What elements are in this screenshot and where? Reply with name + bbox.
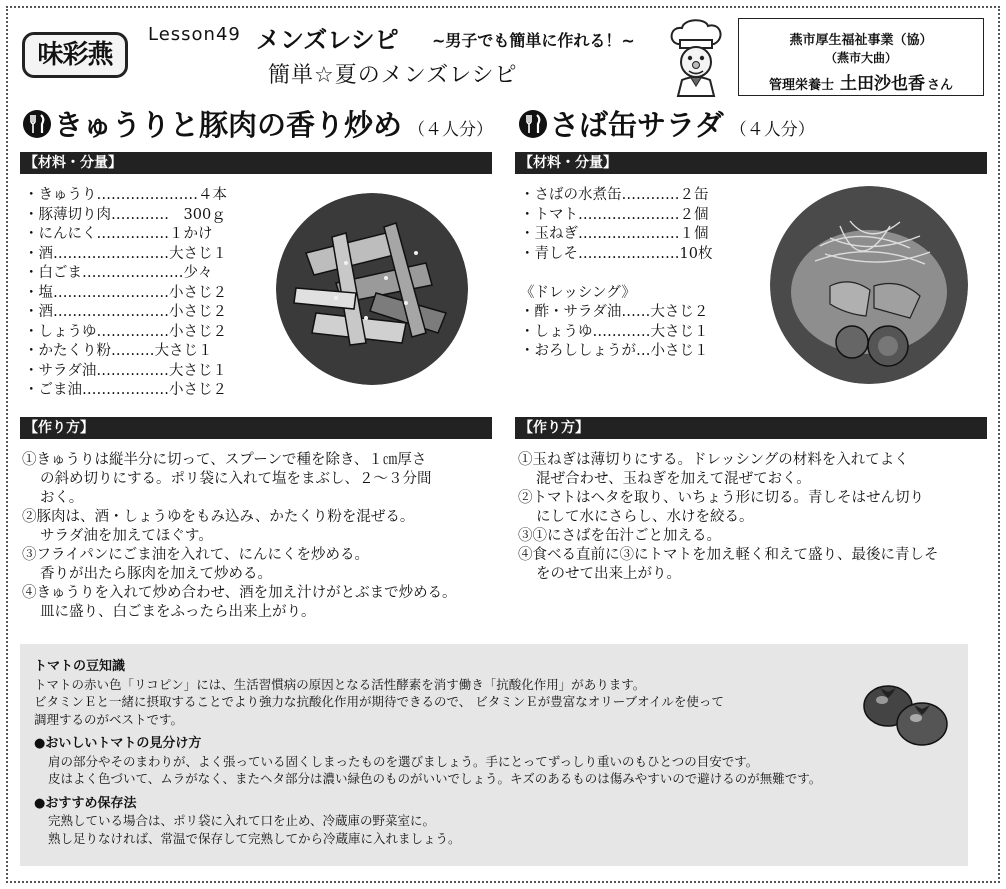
recipe-2-ingredients-label: 【材料・分量】 bbox=[515, 152, 987, 174]
recipe-2-heading bbox=[518, 103, 815, 144]
ingredient-item: ・酒……………………小さじ２ bbox=[24, 304, 227, 320]
step-line: ②豚肉は、酒・しょうゆをもみ込み、かたくり粉を混ぜる。 bbox=[22, 509, 415, 525]
ingredient-item: ・にんにく……………１かけ bbox=[24, 226, 213, 242]
ingredient-item: ・塩……………………小さじ２ bbox=[24, 284, 227, 301]
step-line: ①玉ねぎは薄切りにする。ドレッシングの材料を入れてよく bbox=[518, 452, 909, 468]
step-continuation-line: サラダ油を加えてほぐす。 bbox=[40, 528, 213, 544]
credit-name-line bbox=[739, 69, 983, 94]
recipe-1-steps bbox=[22, 451, 457, 622]
tips-storage-line: 完熟している場合は、ポリ袋に入れて口を止め、冷蔵庫の野菜室に。 bbox=[48, 813, 436, 828]
tips-selection-line: 皮はよく色づいて、ムラがなく、またヘタ部分は濃い緑色のものがいいでしょう。キズのあるものは傷みやすいので避けるのが無難です。 bbox=[48, 771, 822, 786]
ingredient-item: ・酢・サラダ油……大さじ２ bbox=[520, 304, 709, 320]
lesson-number: Lesson49 bbox=[148, 24, 241, 45]
series-subtitle: ~男子でも簡単に作れる！~ bbox=[432, 31, 635, 50]
step-continuation-line: にして水にさらし、水けを絞る。 bbox=[536, 509, 754, 525]
recipe-2-method-label: 【作り方】 bbox=[515, 417, 987, 439]
tomato-illustration-icon bbox=[858, 678, 954, 748]
step-continuation-line: 混ぜ合わせ、玉ねぎを加えて混ぜておく。 bbox=[536, 471, 811, 487]
step-continuation-line: 香りが出たら豚肉を加えて炒める。 bbox=[40, 566, 272, 582]
ingredient-item: ・サラダ油……………大さじ１ bbox=[24, 362, 227, 379]
step-continuation-line: をのせて出来上がり。 bbox=[536, 566, 681, 582]
tips-storage-heading: ●おすすめ保存法 bbox=[34, 795, 137, 811]
step-line: ①きゅうりは縦半分に切って、スプーンで種を除き、１㎝厚さ bbox=[22, 452, 427, 468]
credit-location: （燕市大曲） bbox=[824, 51, 897, 65]
ingredient-item: ・しょうゆ…………大さじ１ bbox=[520, 323, 709, 340]
tips-intro-line: 調理するのがベストです。 bbox=[34, 711, 184, 727]
recipe-1-servings: （４人分） bbox=[408, 120, 494, 140]
tips-intro-line: ビタミンＥと一緒に摂取することでより強力な抗酸化作用が期待できるので、 ビタミンＥが豊富なオリーブオイルを使って bbox=[34, 694, 724, 709]
ingredient-item: ・青しそ…………………10枚 bbox=[520, 245, 713, 262]
ingredient-item: ・玉ねぎ…………………１個 bbox=[520, 226, 709, 242]
recipe-1-ingredients-list bbox=[24, 186, 227, 401]
tips-selection-line: 肩の部分やそのまわりが、よく張っている固くしまったものを選びましょう。手にとってずっしり重いのもひとつの目安です。 bbox=[48, 753, 759, 769]
ingredient-item: ・おろししょうが…小さじ１ bbox=[520, 343, 709, 359]
mackerel-salad-photo bbox=[770, 186, 968, 384]
tips-selection-heading: ●おいしいトマトの見分け方 bbox=[34, 736, 202, 751]
stir-fry-photo bbox=[276, 193, 468, 385]
tips-heading: トマトの豆知識 bbox=[34, 659, 126, 674]
step-continuation-line: おく。 bbox=[40, 490, 84, 506]
recipe-1-heading bbox=[22, 103, 493, 144]
recipe-1-title: きゅうりと豚肉の香り炒め bbox=[54, 108, 403, 142]
utensils-icon bbox=[22, 109, 52, 139]
chef-mascot-icon bbox=[664, 18, 728, 98]
theme-title: 簡単☆夏のメンズレシピ bbox=[268, 63, 518, 88]
logo-badge: 味彩燕 bbox=[22, 32, 128, 78]
author-credit-box bbox=[738, 18, 984, 96]
ingredient-item: ・トマト…………………２個 bbox=[520, 206, 709, 223]
recipe-2-ingredients-list bbox=[520, 186, 712, 362]
credit-organization: 燕市厚生福祉事業（協） bbox=[789, 33, 933, 48]
recipe-2-title: さば缶サラダ bbox=[550, 108, 724, 142]
ingredient-item bbox=[520, 264, 712, 284]
credit-name: 土田沙也香 bbox=[840, 74, 925, 94]
recipe-2-steps bbox=[518, 451, 939, 584]
ingredient-item: ・ごま油………………小さじ２ bbox=[24, 382, 227, 398]
recipe-2-servings: （４人分） bbox=[729, 120, 815, 140]
step-continuation-line: 皿に盛り、白ごまをふったら出来上がり。 bbox=[40, 604, 316, 620]
ingredient-item: ・白ごま…………………少々 bbox=[24, 265, 213, 281]
step-line: ②トマトはヘタを取り、いちょう形に切る。青しそはせん切り bbox=[518, 490, 924, 506]
ingredient-item: ・酒……………………大さじ１ bbox=[24, 245, 227, 262]
recipe-1-ingredients-label: 【材料・分量】 bbox=[20, 152, 492, 174]
recipe-1-method-label: 【作り方】 bbox=[20, 417, 492, 439]
credit-honorific: さん bbox=[927, 78, 954, 93]
tomato-tips-box bbox=[20, 644, 968, 866]
ingredient-item: ・きゅうり…………………４本 bbox=[24, 187, 227, 203]
ingredient-item: ・豚薄切り肉………… 300ｇ bbox=[24, 206, 226, 223]
step-line: ③①にさばを缶汁ごと加える。 bbox=[518, 528, 721, 544]
step-line: ④きゅうりを入れて炒め合わせ、酒を加え汁けがとぶまで炒める。 bbox=[22, 585, 457, 601]
series-title: メンズレシピ bbox=[256, 26, 399, 54]
step-continuation-line: の斜め切りにする。ポリ袋に入れて塩をまぶし、２～３分間 bbox=[40, 471, 432, 487]
tips-storage-line: 熟し足りなければ、常温で保存して完熟してから冷蔵庫に入れましょう。 bbox=[48, 830, 461, 846]
tips-intro-line: トマトの赤い色「リコピン」には、生活習慣病の原因となる活性酵素を消す働き「抗酸化作用」があります。 bbox=[34, 676, 646, 692]
credit-role: 管理栄養士 bbox=[768, 78, 834, 93]
ingredient-item: 《ドレッシング》 bbox=[520, 284, 636, 301]
step-line: ③フライパンにごま油を入れて、にんにくを炒める。 bbox=[22, 547, 369, 563]
ingredient-item: ・かたくり粉………大さじ１ bbox=[24, 343, 213, 359]
ingredient-item: ・しょうゆ……………小さじ２ bbox=[24, 323, 227, 340]
step-line: ④食べる直前に③にトマトを加え軽く和えて盛り、最後に青しそ bbox=[518, 547, 939, 563]
utensils-icon bbox=[518, 109, 548, 139]
ingredient-item: ・さばの水煮缶…………２缶 bbox=[520, 187, 709, 203]
